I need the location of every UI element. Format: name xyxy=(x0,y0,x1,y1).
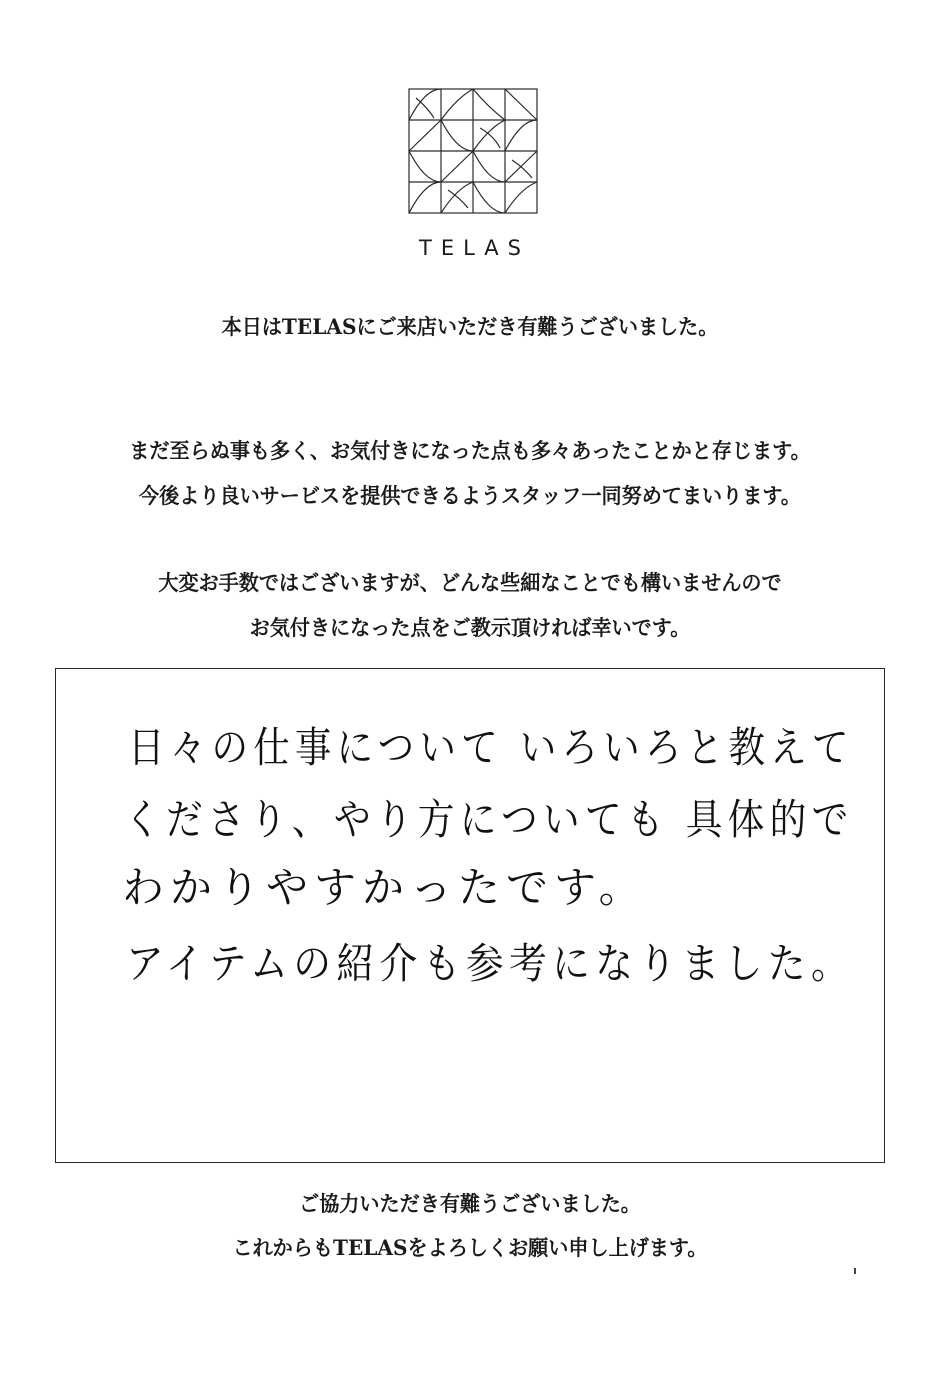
handwritten-line-3: わかりやすかったです。 xyxy=(122,863,647,912)
closing-line-2: これからもTELASをよろしくお願い申し上げます。 xyxy=(232,1235,708,1260)
intro-paragraph-1-line-1: まだ至らぬ事も多く、お気付きになった点も多々あったことかと存じます。 xyxy=(129,438,811,463)
handwritten-line-2: くださり、やり方についても 具体的で xyxy=(124,795,854,844)
intro-paragraph-1-line-2: 今後より良いサービスを提供できるようスタッフ一同努めてまいります。 xyxy=(139,483,801,508)
intro-paragraph-2-line-1: 大変お手数ではございますが、どんな些細なことでも構いませんので xyxy=(158,570,782,595)
thanks-heading: 本日はTELASにご来店いただき有難うございました。 xyxy=(221,314,719,339)
handwritten-line-4: アイテムの紹介も参考になりました。 xyxy=(126,939,855,988)
brand-wordmark: TELAS xyxy=(419,236,530,260)
handwritten-line-1: 日々の仕事について いろいろと教えて xyxy=(128,723,854,772)
scan-speck xyxy=(854,1268,856,1274)
intro-paragraph-2-line-2: お気付きになった点をご教示頂ければ幸いです。 xyxy=(249,615,691,640)
feedback-box xyxy=(55,668,885,1163)
telas-logo-icon xyxy=(408,88,538,214)
closing-line-1: ご協力いただき有難うございました。 xyxy=(299,1191,641,1216)
